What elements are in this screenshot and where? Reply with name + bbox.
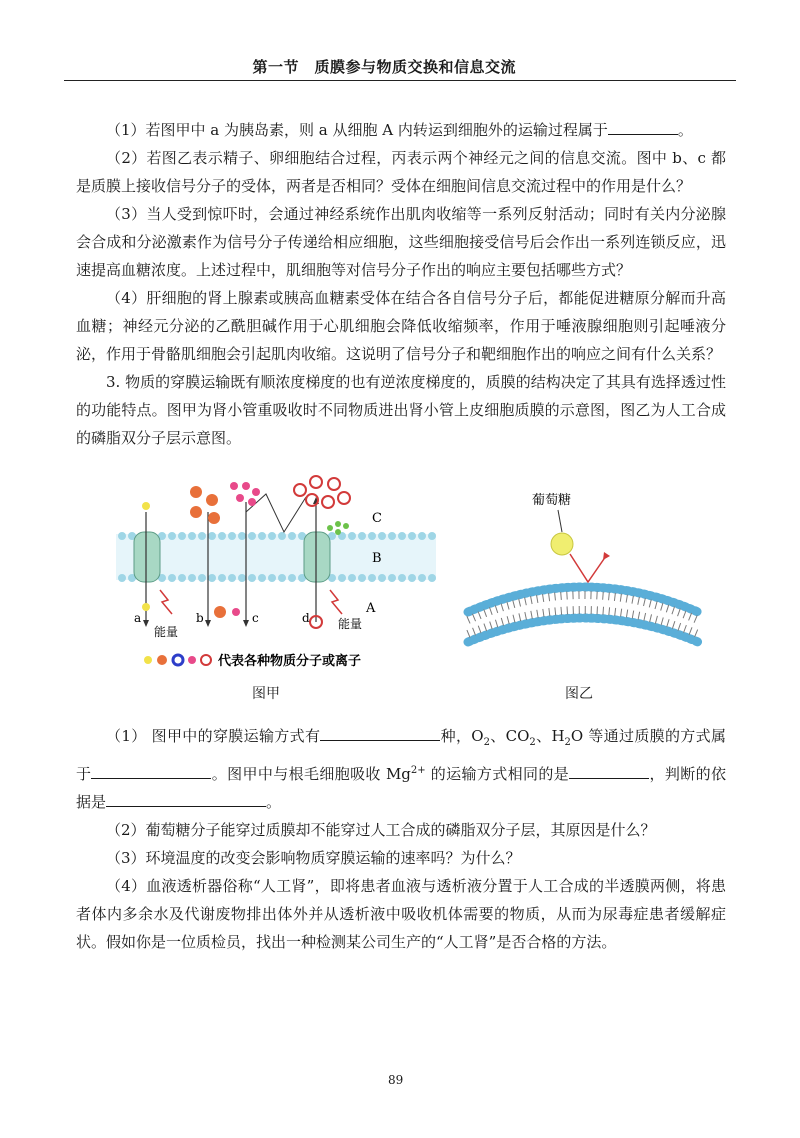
page-number: 89 xyxy=(388,1073,404,1087)
part2-question-1: （1） 图甲中的穿膜运输方式有 种，$O_2$、$CO_2$、$H_2O$ 等通过质膜的方式属于 。图甲中与根毛细胞吸收 $Mg^{2+}$ 的运输方式相同的是 ，判断的依据是 。 xyxy=(76,722,726,816)
energy-label-right: 能量 xyxy=(338,617,363,631)
figure-legend xyxy=(144,653,361,669)
part2-question-3: （3）环境温度的改变会影响物质穿膜运输的速率吗？为什么？ xyxy=(106,849,521,867)
energy-bolt-left xyxy=(160,590,172,614)
label-b: B xyxy=(372,551,382,566)
answer-blank xyxy=(608,118,678,135)
question-3: （3）当人受到惊吓时，会通过神经系统作出肌肉收缩等一系列反射活动；同时有关内分泌腺会合成和分泌激素作为信号分子传递给相应细胞，这些细胞接受信号后会作出一系列连锁反应，迅速提高血糖浓度。上述过程中，肌细胞等对信号分子作出的响应主要包括哪些方式？ xyxy=(76,205,726,279)
question-4: （4）肝细胞的肾上腺素或胰高血糖素受体在结合各自信号分子后，都能促进糖原分解而升高血糖；神经元分泌的乙酰胆碱作用于心肌细胞会降低收缩频率，作用于唾液腺细胞则引起唾液分泌，作用于骨骼肌细胞会引起肌肉收缩。这说明了信号分子和靶细胞作出的响应之间有什么关系？ xyxy=(76,289,726,363)
yellow-molecule xyxy=(142,502,150,510)
energy-label-left: 能量 xyxy=(154,625,179,639)
glucose-label: 葡萄糖 xyxy=(532,493,572,508)
part2-question-2: （2）葡萄糖分子能穿过质膜却不能穿过人工合成的磷脂双分子层，其原因是什么？ xyxy=(106,821,656,839)
membrane-transport-diagram xyxy=(116,472,456,682)
energy-bolt-right xyxy=(330,590,342,614)
orange-molecule xyxy=(190,486,202,498)
carrier-protein-a xyxy=(134,532,160,582)
label-c-lower: c xyxy=(252,611,259,625)
caption-figure-a: 图甲 xyxy=(252,686,280,702)
answer-blank xyxy=(569,762,649,779)
figure-row xyxy=(76,472,726,722)
bounce-arrow xyxy=(570,554,606,582)
carrier-protein-d xyxy=(304,532,330,582)
page-header xyxy=(64,54,736,81)
answer-blank xyxy=(320,724,440,741)
answer-blank xyxy=(106,790,266,807)
artificial-bilayer-diagram xyxy=(458,482,708,657)
label-c: C xyxy=(372,511,382,526)
part2-question-4: （4）血液透析器俗称“人工肾”，即将患者血液与透析液分置于人工合成的半透膜两侧，将患者体内多余水及代谢废物排出体外并从透析液中吸收机体需要的物质，从而为尿毒症患者缓解症状。假如你是一位质检员，找出一种检测某公司生产的“人工肾”是否合格的方法。 xyxy=(76,877,726,951)
glucose-molecule xyxy=(551,533,573,555)
label-b-lower: b xyxy=(196,611,204,625)
question-1: （1）若图甲中 a 为胰岛素，则 a 从细胞 A 内转运到细胞外的运输过程属于 。 xyxy=(76,116,726,144)
answer-blank xyxy=(91,762,211,779)
question-2: （2）若图乙表示精子、卵细胞结合过程，丙表示两个神经元之间的信息交流。图中 b、c 都是质膜上接收信号分子的受体，两者是否相同？受体在细胞间信息交流过程中的作用是什么？ xyxy=(76,149,726,195)
phospholipid-bilayer xyxy=(116,532,436,582)
label-d: d xyxy=(302,611,310,625)
section-title: 第一节 质膜参与物质交换和信息交流 xyxy=(252,58,516,76)
label-a: a xyxy=(134,611,142,625)
caption-figure-b: 图乙 xyxy=(565,686,593,702)
page-body xyxy=(76,116,726,956)
legend-text: 代表各种物质分子或离子 xyxy=(218,654,362,669)
label-a-side: A xyxy=(366,601,376,616)
problem-3-intro: 3. 物质的穿膜运输既有顺浓度梯度的也有逆浓度梯度的，质膜的结构决定了其具有选择透过性的功能特点。图甲为肾小管重吸收时不同物质进出肾小管上皮细胞质膜的示意图，图乙为人工合成的磷脂双分子层示意图。 xyxy=(76,373,726,447)
